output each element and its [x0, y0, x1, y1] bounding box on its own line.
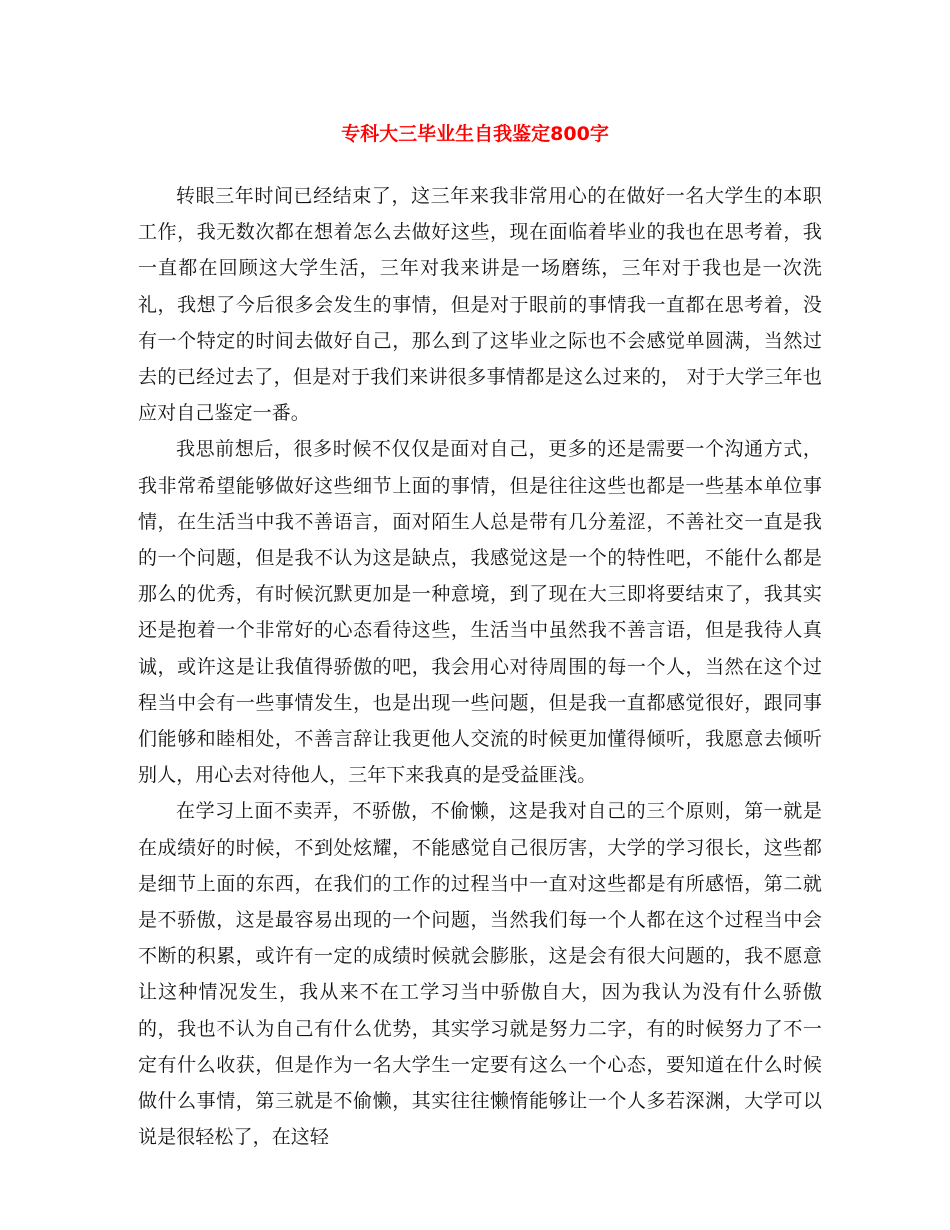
document-title: 专科大三毕业生自我鉴定800字 [341, 123, 609, 145]
paragraph-2: 我思前想后，很多时候不仅仅是面对自己，更多的还是需要一个沟通方式，我非常希望能够做好这些细节上面的事情，但是往往这些也都是一些基本单位事情，在生活当中我不善语言，面对陌生人总是带有几分羞涩，不善社交一直是我的一个问题，但是我不认为这是缺点，我感觉这是一个的特性吧，不能什么都是那么的优秀，有时候沉默更加是一种意境，到了现在大三即将要结束了，我其实还是抱着一个非常好的心态看待这些，生活当中虽然我不善言语，但是我待人真诚，或许这是让我值得骄傲的吧，我会用心对待周围的每一个人，当然在这个过程当中会有一些事情发生，也是出现一些问题，但是我一直都感觉很好，跟同事们能够和睦相处，不善言辞让我更他人交流的时候更加懂得倾听，我愿意去倾听别人，用心去对待他人，三年下来我真的是受益匪浅。 [138, 438, 822, 787]
paragraph-3: 在学习上面不卖弄，不骄傲，不偷懒，这是我对自己的三个原则，第一就是在成绩好的时候，不到处炫耀，不能感觉自己很厉害，大学的学习很长，这些都是细节上面的东西，在我们的工作的过程当中一直对这些都是有所感悟，第二就是不骄傲，这是最容易出现的一个问题，当然我们每一个人都在这个过程当中会不断的积累，或许有一定的成绩时候就会膨胀，这是会有很大问题的，我不愿意让这种情况发生，我从来不在工学习当中骄傲自大，因为我认为没有什么骄傲的，我也不认为自己有什么优势，其实学习就是努力二字，有的时候努力了不一定有什么收获，但是作为一名大学生一定要有这么一个心态，要知道在什么时候做什么事情，第三就是不偷懒，其实往往懒惰能够让一个人多若深渊，大学可以说是很轻松了，在这轻 [138, 800, 822, 1149]
paragraph-1: 转眼三年时间已经结束了，这三年来我非常用心的在做好一名大学生的本职工作，我无数次都在想着怎么去做好这些，现在面临着毕业的我也在思考着，我一直都在回顾这大学生活，三年对我来讲是一场磨练，三年对于我也是一次洗礼，我想了今后很多会发生的事情，但是对于眼前的事情我一直都在思考着，没有一个特定的时间去做好自己，那么到了这毕业之际也不会感觉单圆满，当然过去的已经过去了，但是对于我们来讲很多事情都是这么过来的， 对于大学三年也应对自己鉴定一番。 [138, 185, 822, 425]
document-body [138, 178, 822, 1155]
